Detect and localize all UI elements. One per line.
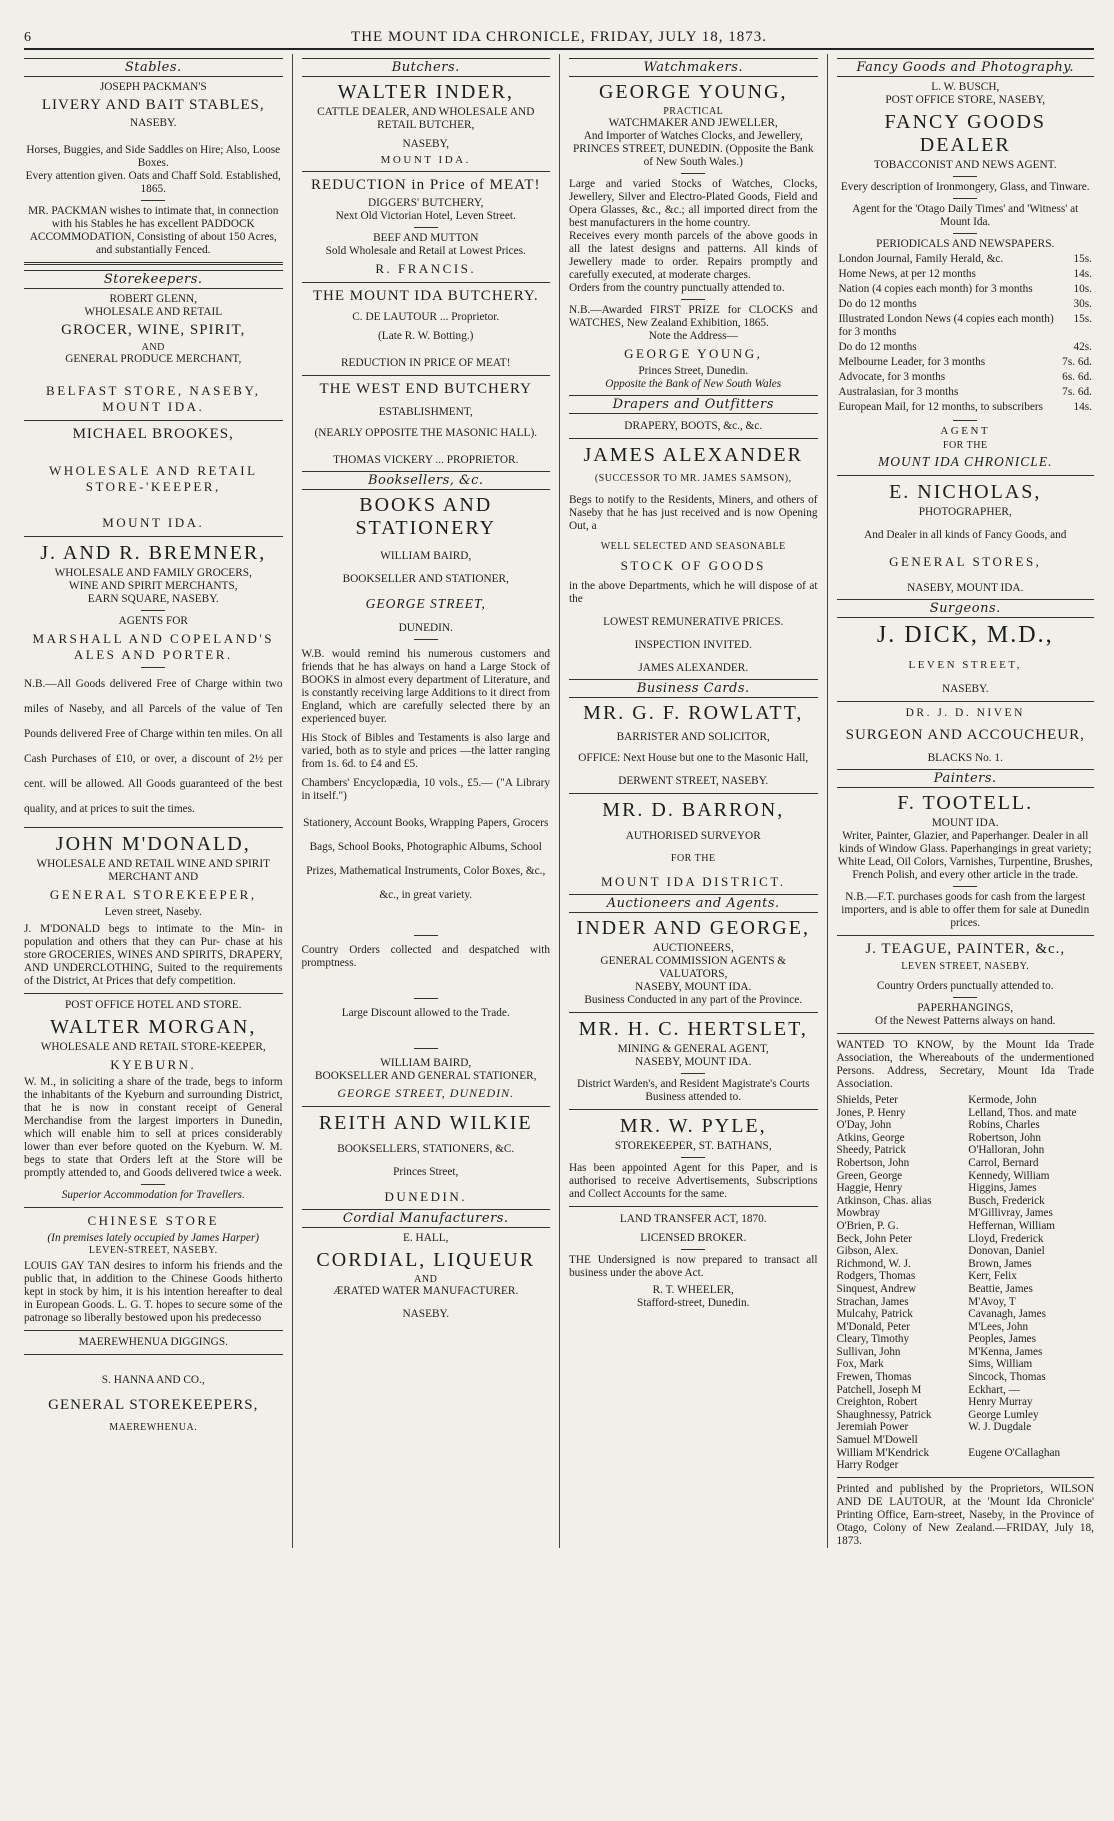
ad-text: STOCK OF GOODS — [620, 558, 766, 573]
ad-text: DR. J. D. NIVEN — [905, 707, 1025, 719]
price-row: Illustrated London News (4 copies each month) for 3 months 15s. — [838, 313, 1092, 338]
price-row: Home News, at per 12 months 14s. — [838, 268, 1092, 280]
price-row: Advocate, for 3 months 6s. 6d. — [838, 371, 1092, 383]
ad-text: NASEBY. — [941, 683, 989, 695]
ad-text: Has been appointed Agent for this Paper, and is authorised to receive Advertisements, Subscriptions and Collect Accounts for the same. — [569, 1162, 818, 1200]
ad-text: DIGGERS' BUTCHERY, — [368, 197, 484, 209]
ad-brookes — [24, 426, 283, 531]
ad-text: NASEBY. — [402, 1308, 450, 1320]
ad-barron — [569, 799, 818, 890]
ad-text: BARRISTER AND SOLICITOR, — [616, 731, 770, 743]
ad-text: INSPECTION INVITED. — [634, 639, 752, 651]
ad-text: Note the Address— — [648, 330, 738, 342]
ad-heading: MICHAEL BROOKES, — [72, 426, 234, 442]
ad-text: DERWENT STREET, NASEBY. — [618, 775, 769, 787]
price-row: European Mail, for 12 months, to subscribers 14s. — [838, 401, 1092, 413]
ad-text: CATTLE DEALER, AND WHOLESALE AND RETAIL BUTCHER, — [317, 106, 535, 131]
ad-text: R. FRANCIS. — [375, 261, 477, 276]
ad-hall — [302, 1232, 551, 1321]
ad-text: His Stock of Bibles and Testaments is also large and varied, both as to style and prices —the latter ranging from 1s. 6d. to £4 and £5. — [301, 732, 550, 770]
page-number: 6 — [24, 30, 32, 45]
ad-baird — [302, 494, 551, 1101]
ad-text: LEVEN STREET, NASEBY. — [901, 961, 1030, 972]
ad-text: Orders from the country punctually attended to. — [569, 282, 785, 294]
ad-text: Every attention given. Oats and Chaff Sold. Established, 1865. — [25, 170, 281, 195]
ad-francis — [302, 177, 551, 277]
ad-text: And Dealer in all kinds of Fancy Goods, and — [864, 529, 1067, 541]
ad-text: (In premises lately occupied by James Harper) — [47, 1232, 260, 1244]
ad-text: FOR THE — [670, 853, 716, 864]
ad-text: STOREKEEPER, ST. BATHANS, — [614, 1140, 772, 1152]
names-left: Shields, Peter Jones, P. Henry O'Day, John Atkins, George Sheedy, Patrick Robertson, John Green, George Haggie, Henry Atkinson, Chas. alias Mowbray O'Brien, P. G. Beck, John Peter Gibson, Alex. Richmond, W. J. Rodgers, Thomas Sinquest, Andrew Strachan, James Mulcahy, Patrick M'Donald, Peter Cleary, Timothy Sullivan, John Fox, Mark Frewen, Thomas Patchell, Joseph M Creighton, Robert Shaughnessy, Patrick Jeremiah Power Samuel M'Dowell William M'Kendrick Harry Rodger — [836, 1094, 932, 1472]
ad-morgan — [24, 1016, 283, 1202]
ad-text: TOBACCONIST AND NEWS AGENT. — [873, 159, 1057, 171]
masthead-title: THE MOUNT IDA CHRONICLE, FRIDAY, JULY 18, 1873. — [351, 29, 767, 45]
ad-text: WHOLESALE AND RETAIL — [84, 306, 223, 318]
ad-heading: MR. W. PYLE, — [619, 1115, 767, 1137]
names-list — [837, 1094, 1095, 1472]
ad-heading: LIVERY AND BAIT STABLES, — [41, 97, 265, 113]
ad-text: Princes Street, Dunedin. — [638, 365, 749, 377]
ad-glenn — [24, 293, 283, 415]
names-right: Kermode, John Lelland, Thos. and mate Robins, Charles Robertson, John O'Halloran, John Carrol, Bernard Kennedy, William Higgins, James Busch, Frederick M'Gillivray, James Heffernan, William Lloyd, Frederick Donovan, Daniel Brown, James Kerr, Felix Beattie, James M'Avoy, T Cavanagh, James M'Lees, John Peoples, James M'Kenna, James Sims, William Sincock, Thomas Eckhart, — Henry Murray George Lumley W. J. Dugdale Eugene O'Callaghan — [968, 1094, 1077, 1459]
ad-text: AGENT — [940, 425, 991, 437]
section-heading: Watchmakers. — [569, 58, 818, 77]
ad-text: Receives every month parcels of the above goods in all the latest designs and patterns. All kinds of Jewellery made to order. Repairs promptly and carefully executed, at moderate charges. — [569, 230, 818, 281]
ad-text: WHOLESALE AND RETAIL STORE-KEEPER, — [40, 1041, 266, 1053]
ad-heading: CHINESE STORE — [87, 1213, 220, 1228]
ad-text: Business Conducted in any part of the Province. — [584, 994, 803, 1006]
ad-rowlatt — [569, 702, 818, 788]
ad-text: Of the Newest Patterns always on hand. — [875, 1015, 1056, 1027]
ad-text: AUCTIONEERS, — [652, 942, 734, 954]
ad-text: C. DE LAUTOUR ... Proprietor. — [352, 311, 500, 323]
price-list — [837, 251, 1095, 416]
ad-text: (SUCCESSOR TO MR. JAMES SAMSON), — [594, 473, 792, 484]
ad-heading: JAMES ALEXANDER — [583, 444, 803, 466]
ad-text: BEEF AND MUTTON — [373, 232, 479, 244]
ad-text: E. HALL, — [403, 1232, 449, 1244]
ad-nicholas — [837, 481, 1095, 595]
ad-text: R. T. WHEELER, — [652, 1284, 734, 1296]
ad-busch — [837, 81, 1095, 470]
ad-text: AND — [141, 342, 165, 353]
ad-text: POST OFFICE HOTEL AND STORE. — [65, 999, 242, 1011]
ad-text: WANTED TO KNOW, by the Mount Ida Trade Association, the Whereabouts of the undermentioned Persons. Address, Secretary, Mount Ida Trade Association. — [836, 1039, 1094, 1090]
ad-text: GEORGE STREET, — [365, 596, 486, 611]
ad-text: MINING & GENERAL AGENT, — [617, 1043, 769, 1055]
ad-heading: J. DICK, M.D., — [876, 622, 1054, 648]
price-row: London Journal, Family Herald, &c. 15s. — [838, 253, 1092, 265]
price-row: Nation (4 copies each month) for 3 months 10s. — [838, 283, 1092, 295]
ad-text: MOUNT IDA DISTRICT. — [600, 874, 786, 889]
ad-text: WHOLESALE AND FAMILY GROCERS, — [54, 567, 252, 579]
ad-text: J. M'DONALD begs to intimate to the Min- in population and others that they can Pur- chase at his store GROCERIES, WINES AND SPIRITS, DRAPERY, AND UNDERCLOTHING, Suited to the requirements of the District, At Prices that defy competition. — [24, 923, 283, 987]
ad-text: Agent for the 'Otago Daily Times' and 'Witness' at Mount Ida. — [852, 203, 1079, 228]
ad-teague — [837, 941, 1095, 1028]
column-3 — [559, 54, 827, 1548]
ad-heading: GENERAL STOREKEEPERS, — [48, 1397, 259, 1413]
ad-young — [569, 81, 818, 391]
ad-text: LOWEST REMUNERATIVE PRICES. — [603, 616, 784, 628]
ad-heading: GEORGE YOUNG, — [598, 81, 788, 103]
ad-heading: CORDIAL, LIQUEUR — [316, 1249, 536, 1271]
ad-text: L. W. BUSCH, — [931, 81, 1000, 93]
ad-tootell — [837, 792, 1095, 930]
ad-text: Horses, Buggies, and Side Saddles on Hire; Also, Loose Boxes. — [26, 144, 281, 169]
ad-heading: THE MOUNT IDA BUTCHERY. — [312, 288, 539, 304]
ad-heading: WALTER INDER, — [337, 81, 514, 103]
ad-heading: WALTER MORGAN, — [50, 1016, 257, 1038]
ad-heading: MR. D. BARRON, — [602, 799, 785, 821]
ad-text: NASEBY, MOUNT IDA. — [907, 582, 1024, 594]
ad-text: GENERAL PRODUCE MERCHANT, — [65, 353, 242, 365]
ad-mcdonald — [24, 833, 283, 988]
ad-text: MAEREWHENUA. — [109, 1422, 198, 1433]
masthead — [24, 18, 1094, 50]
ad-packman — [24, 81, 283, 257]
ad-text: N.B.—Awarded FIRST PRIZE for CLOCKS and WATCHES, New Zealand Exhibition, 1865. — [569, 304, 818, 329]
ad-heading: F. TOOTELL. — [897, 792, 1034, 814]
column-2 — [292, 54, 560, 1548]
ad-text: BOOKSELLER AND STATIONER, — [342, 573, 509, 585]
ad-text: Stationery, Account Books, Wrapping Papers, Grocers Bags, School Books, Photographic Albums, School Prizes, Mathematical Instruments, Color Boxes, &c., &c., in great variety. — [303, 817, 549, 901]
ad-text: KYEBURN. — [110, 1057, 197, 1072]
ad-bremner — [24, 542, 283, 822]
imprint: Printed and published by the Proprietors, WILSON AND DE LAUTOUR, at the 'Mount Ida Chronicle' Printing Office, Earn-street, Naseby, in the Province of Otago, Colony of New Zealand.—FRIDAY, July 18, 1873. — [836, 1482, 1094, 1547]
ad-text: Stafford-street, Dunedin. — [637, 1297, 750, 1309]
ad-text: BLACKS No. 1. — [927, 752, 1003, 764]
ad-west-end-butchery — [302, 381, 551, 467]
section-heading: Butchers. — [302, 58, 551, 77]
ad-text: MOUNT IDA. — [931, 817, 999, 829]
column-1 — [24, 54, 292, 1548]
ad-text: LEVEN-STREET, NASEBY. — [88, 1245, 218, 1256]
ad-text: BOOKSELLER AND GENERAL STATIONER, — [315, 1070, 537, 1082]
ad-text: Country Orders collected and despatched with promptness. — [301, 944, 550, 969]
section-heading: Fancy Goods and Photography. — [837, 58, 1095, 77]
ad-text: WATCHMAKER AND JEWELLER, — [608, 117, 778, 129]
ad-text: NASEBY, MOUNT IDA. — [635, 1056, 752, 1068]
ad-text: JAMES ALEXANDER. — [638, 662, 749, 674]
price-row: Do do 12 months 30s. — [838, 298, 1092, 310]
ad-text: Superior Accommodation for Travellers. — [61, 1189, 245, 1201]
ad-text: NASEBY, MOUNT IDA. — [635, 981, 752, 993]
ad-text: MOUNT IDA. — [102, 515, 205, 530]
ad-text: BELFAST STORE, NASEBY, MOUNT IDA. — [46, 383, 261, 414]
section-heading: Cordial Manufacturers. — [302, 1209, 551, 1228]
ad-text: AND — [414, 1274, 438, 1285]
ad-text: PHOTOGRAPHER, — [918, 506, 1012, 518]
ad-text: DUNEDIN. — [384, 1189, 467, 1204]
ad-text: (Late R. W. Botting.) — [378, 330, 474, 342]
ad-text: Leven street, Naseby. — [104, 906, 202, 918]
price-row: Australasian, for 3 months 7s. 6d. — [838, 386, 1092, 398]
ad-text: PAPERHANGINGS, — [917, 1002, 1014, 1014]
section-heading: Drapers and Outfitters — [569, 395, 818, 414]
ad-text: WINE AND SPIRIT MERCHANTS, — [68, 580, 238, 592]
ad-heading: BOOKS AND STATIONERY — [355, 494, 497, 539]
ad-heading: MR. H. C. HERTSLET, — [578, 1018, 808, 1040]
ad-text: Opposite the Bank of New South Wales — [605, 378, 782, 390]
ad-heading: SURGEON AND ACCOUCHEUR, — [845, 727, 1085, 743]
ad-text: Large Discount allowed to the Trade. — [341, 1007, 510, 1019]
ad-heading: THE WEST END BUTCHERY — [319, 381, 533, 397]
ad-heading: REDUCTION in Price of MEAT! — [311, 177, 541, 193]
ad-text: Every description of Ironmongery, Glass, and Tinware. — [840, 181, 1090, 193]
ad-text: in the above Departments, which he will dispose of at the — [569, 580, 818, 605]
ad-text: MOUNT IDA CHRONICLE. — [878, 454, 1053, 469]
ad-text: WILLIAM BAIRD, — [380, 550, 472, 562]
ad-text: LAND TRANSFER ACT, 1870. — [619, 1213, 767, 1225]
ad-heading: J. TEAGUE, PAINTER, &c., — [865, 941, 1066, 957]
ad-dick — [837, 622, 1095, 696]
ad-text: DRAPERY, BOOTS, &c., &c. — [624, 420, 763, 432]
ad-text: DUNEDIN. — [398, 622, 453, 634]
ad-text: District Warden's, and Resident Magistrate's Courts Business attended to. — [576, 1078, 810, 1103]
ad-text: (NEARLY OPPOSITE THE MASONIC HALL). — [314, 427, 538, 439]
ad-heading: REITH AND WILKIE — [318, 1112, 533, 1134]
ad-text: GEORGE YOUNG, — [624, 346, 763, 361]
ad-text: GENERAL STOREKEEPER, — [49, 887, 257, 902]
ad-reith-wilkie — [302, 1112, 551, 1205]
ad-text: LICENSED BROKER. — [640, 1232, 747, 1244]
ad-text: W. M., in soliciting a share of the trade, begs to inform the inhabitants of the Kyeburn and surrounding District, that he is now in constant receipt of General Merchandise from the largest importers in Dunedin, which will enable him to sell at prices considerably lower than ever before quoted on the Kyeburn. W. M. begs to state that Orders left at the Store will be promptly attended to, and Goods delivered twice a week. — [24, 1076, 283, 1179]
ad-text: EARN SQUARE, NASEBY. — [87, 593, 219, 605]
section-heading: Painters. — [837, 769, 1095, 788]
ad-mount-ida-butchery — [302, 288, 551, 370]
ad-text: POST OFFICE STORE, NASEBY, — [885, 94, 1046, 106]
ad-heading: JOHN M'DONALD, — [55, 833, 251, 855]
ad-text: REDUCTION IN PRICE OF MEAT! — [341, 357, 511, 369]
ad-land-transfer — [569, 1213, 818, 1310]
price-row: Melbourne Leader, for 3 months 7s. 6d. — [838, 356, 1092, 368]
ad-text: Begs to notify to the Residents, Miners, and others of Naseby that he has just received and is now Opening Out, a — [569, 494, 818, 532]
section-heading: Stables. — [24, 58, 283, 77]
ad-text: Country Orders punctually attended to. — [876, 980, 1054, 992]
ad-text: Sold Wholesale and Retail at Lowest Prices. — [325, 245, 526, 257]
ad-text: GENERAL COMMISSION AGENTS & VALUATORS, — [600, 955, 787, 980]
ad-text: OFFICE: Next House but one to the Masonic Hall, — [578, 752, 809, 764]
ad-text: ROBERT GLENN, — [109, 293, 198, 305]
ad-text: THOMAS VICKERY ... PROPRIETOR. — [333, 454, 519, 466]
ad-text: S. HANNA AND CO., — [101, 1374, 205, 1386]
section-heading: Storekeepers. — [24, 270, 283, 289]
ad-text: WHOLESALE AND RETAIL STORE-'KEEPER, — [48, 463, 258, 494]
ad-text: FOR THE — [942, 440, 988, 451]
column-4 — [827, 54, 1095, 1548]
section-heading: Auctioneers and Agents. — [569, 894, 818, 913]
ad-heading: J. AND R. BREMNER, — [40, 542, 267, 564]
ad-text: MAEREWHENUA DIGGINGS. — [78, 1336, 228, 1348]
ad-text: And Importer of Watches Clocks, and Jewellery, PRINCES STREET, DUNEDIN. (Opposite the Bank of New South Wales.) — [573, 130, 814, 168]
ad-text: BOOKSELLERS, STATIONERS, &C. — [337, 1143, 515, 1155]
ad-text: W.B. would remind his numerous customers and friends that he has always on hand a Large Stock of BOOKS in almost every department of Literature, and is constantly receiving large Additions to it direct from England, which are carefully selected there by an experienced buyer. — [301, 648, 550, 725]
ad-text: NASEBY, — [402, 138, 450, 150]
ad-text: N.B.—All Goods delivered Free of Charge within two miles of Naseby, and all Parcels of the value of Ten Pounds delivered Free of Charge within ten miles. On all Cash Purchases of £10, or over, a discount of 2½ per cent. will be allowed. All Goods guaranteed of the best quality, and at prices to suit the times. — [24, 678, 283, 815]
ad-text: Next Old Victorian Hotel, Leven Street. — [335, 210, 516, 222]
ad-heading: MR. G. F. ROWLATT, — [583, 702, 804, 724]
ad-text: JOSEPH PACKMAN'S — [99, 81, 207, 93]
ad-text: Writer, Painter, Glazier, and Paperhanger. Dealer in all kinds of Window Glass. Paperhangings in great variety; White Lead, Oil Colors, Varnishes, Turpentine, Brushes, French Polish, and every other article in the trade. — [837, 830, 1093, 881]
ad-text: AUTHORISED SURVEYOR — [625, 830, 761, 842]
ad-wanted-to-know — [837, 1039, 1095, 1472]
section-heading: Surgeons. — [837, 599, 1095, 618]
ad-text: WILLIAM BAIRD, — [380, 1057, 472, 1069]
ad-text: THE Undersigned is now prepared to transact all business under the above Act. — [569, 1254, 818, 1279]
ad-text: MOUNT IDA. — [380, 154, 471, 166]
ad-text: MARSHALL AND COPELAND'S ALES AND PORTER. — [32, 631, 274, 662]
ad-heading: FANCY GOODS DEALER — [884, 111, 1046, 156]
price-row: Do do 12 months 42s. — [838, 341, 1092, 353]
ad-text: WHOLESALE AND RETAIL WINE AND SPIRIT MERCHANT AND — [36, 858, 270, 883]
ad-heading: GROCER, WINE, SPIRIT, — [61, 322, 246, 338]
ad-text: GEORGE STREET, DUNEDIN. — [337, 1086, 515, 1100]
ad-inder — [302, 81, 551, 166]
ad-text: PERIODICALS AND NEWSPAPERS. — [876, 238, 1055, 250]
section-heading: Booksellers, &c. — [302, 471, 551, 490]
ad-text: AGENTS FOR — [118, 615, 188, 627]
ad-text: Chambers' Encyclopædia, 10 vols., £5.— ("A Library in itself.") — [301, 777, 550, 802]
ad-text: PRACTICAL — [663, 106, 724, 117]
ad-heading: E. NICHOLAS, — [889, 481, 1042, 503]
ad-heading: INDER AND GEORGE, — [576, 917, 810, 939]
ad-text: ÆRATED WATER MANUFACTURER. — [333, 1285, 519, 1297]
ad-text: MR. PACKMAN wishes to intimate that, in connection with his Stables he has excellent PADDOCK ACCOMMODATION, Consisting of about 150 Acres, and substantially Fenced. — [28, 205, 279, 256]
ad-niven — [837, 707, 1095, 765]
ad-text: WELL SELECTED AND SEASONABLE — [600, 541, 786, 552]
ad-hertslet — [569, 1018, 818, 1104]
ad-alexander — [569, 420, 818, 675]
section-heading: Business Cards. — [569, 679, 818, 698]
ad-inder-george — [569, 917, 818, 1007]
ad-chinese-store — [24, 1213, 283, 1325]
ad-text: Princes Street, — [393, 1166, 459, 1178]
ad-text: NASEBY. — [129, 117, 177, 129]
ad-text: LEVEN STREET, — [908, 659, 1023, 671]
ad-text: Large and varied Stocks of Watches, Clocks, Jewellery, Silver and Electro-Plated Goods, Field and Opera Glasses, &c., &c.; all imported direct from the best manufacturers in the home country. — [569, 178, 818, 229]
ad-pyle — [569, 1115, 818, 1201]
ad-text: N.B.—F.T. purchases goods for cash from the largest importers, and is able to offer them for sale at Dunedin prices. — [841, 891, 1090, 929]
ad-text: ESTABLISHMENT, — [378, 406, 473, 418]
ad-text: LOUIS GAY TAN desires to inform his friends and the public that, in addition to the Chinese Goods hitherto kept in stock by him, it is his intention hereafter to deal in European Goods. L. G. T. hopes to secure some of the patronage so liberally bestowed upon his predecesso — [24, 1260, 283, 1324]
ad-text: GENERAL STORES, — [889, 554, 1042, 569]
